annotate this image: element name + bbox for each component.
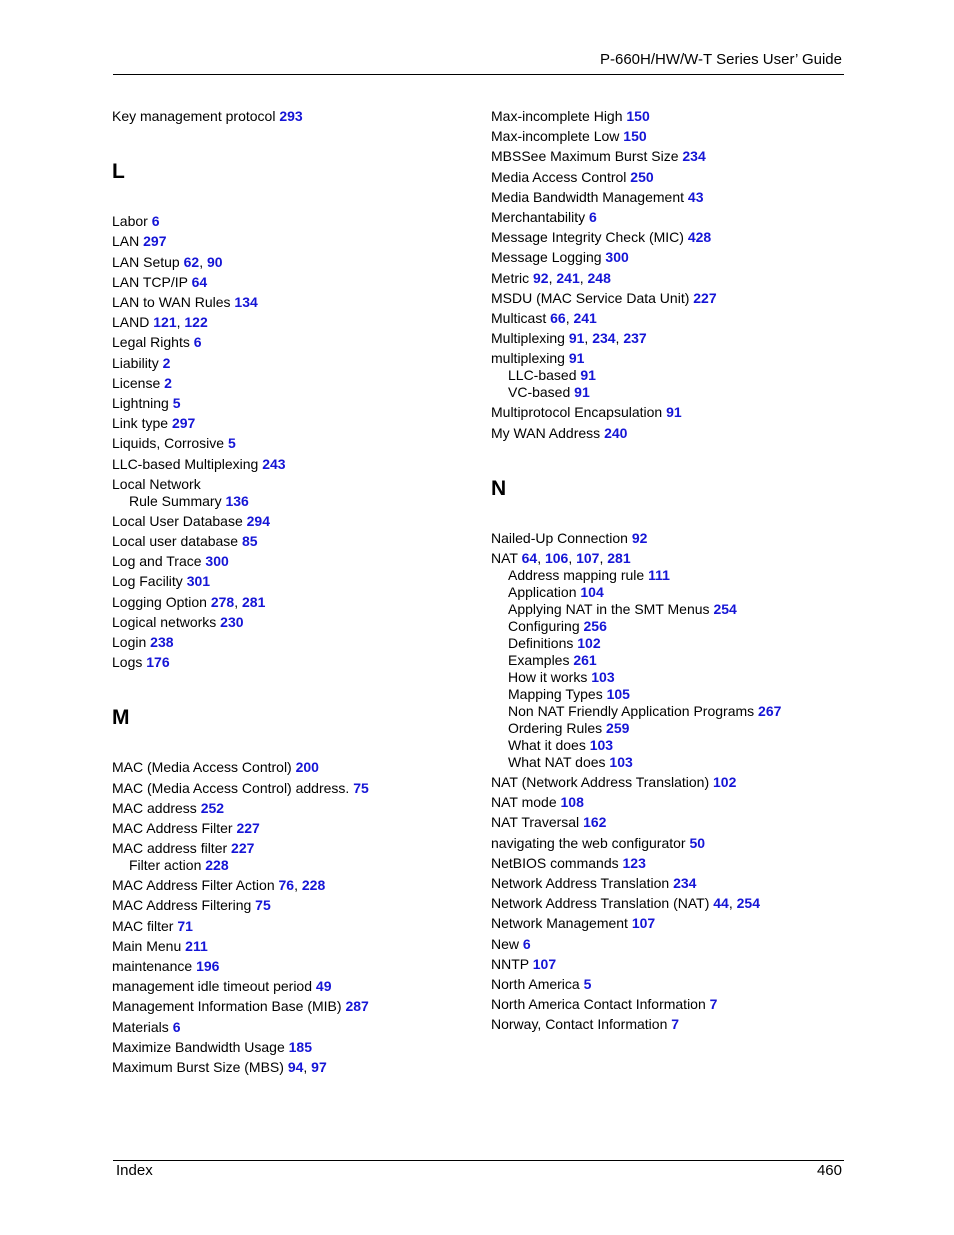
page-link[interactable]: 234 xyxy=(682,148,706,165)
page-link[interactable]: 227 xyxy=(236,820,260,836)
index-entry xyxy=(112,415,195,432)
page-link[interactable]: 107 xyxy=(576,550,600,566)
index-entry xyxy=(112,375,172,392)
entry-term: Materials xyxy=(112,1018,169,1035)
entry-term: Log and Trace xyxy=(112,553,202,570)
index-entry: NAT 64, 106, 107, 281 xyxy=(491,550,631,566)
index-entry xyxy=(112,820,260,837)
index-entry xyxy=(491,249,629,266)
page-link[interactable]: 6 xyxy=(589,209,597,225)
entry-term: License xyxy=(112,374,161,391)
page-link[interactable]: 102 xyxy=(577,635,601,651)
index-entry xyxy=(491,169,654,186)
entry-term: Liability xyxy=(112,354,159,371)
index-subentry xyxy=(508,652,597,669)
index-entry xyxy=(112,274,207,291)
entry-term: Max-incomplete High xyxy=(491,108,623,124)
entry-term: LAN to WAN Rules xyxy=(112,294,231,310)
entry-term: North America Contact Information xyxy=(491,996,706,1013)
entry-term: Labor xyxy=(112,213,148,230)
page-link[interactable]: 105 xyxy=(606,686,630,702)
index-subentry xyxy=(508,720,629,737)
entry-term: navigating the web configurator xyxy=(491,834,686,851)
page-link[interactable]: 92 xyxy=(631,529,648,546)
page-link[interactable]: 94 xyxy=(287,1059,304,1075)
entry-term: Local User Database xyxy=(112,512,243,529)
page-link[interactable]: 150 xyxy=(626,108,650,124)
page-link[interactable]: 103 xyxy=(609,754,633,770)
page-link[interactable]: 76 xyxy=(278,877,295,894)
entry-term: Applying NAT in the SMT Menus xyxy=(508,601,710,617)
index-entry xyxy=(112,998,369,1015)
index-subentry xyxy=(129,857,229,874)
page-link[interactable]: 44 xyxy=(713,895,729,912)
index-entry xyxy=(491,936,531,953)
page-link[interactable]: 64 xyxy=(521,550,538,566)
index-entry xyxy=(491,976,591,993)
section-letter-l: L xyxy=(112,160,125,184)
page-link[interactable]: 256 xyxy=(583,618,607,634)
index-entry xyxy=(491,209,597,226)
index-entry xyxy=(491,915,655,932)
entry-term: MSDU (MAC Service Data Unit) xyxy=(491,289,690,306)
index-entry xyxy=(491,530,647,547)
page-link[interactable]: 103 xyxy=(591,669,615,685)
document-title: P-660H/HW/W-T Series User’ Guide xyxy=(599,51,842,68)
entry-term: LAND xyxy=(112,314,150,331)
index-subentry xyxy=(508,686,630,703)
entry-term: Address mapping rule xyxy=(508,567,645,583)
entry-term: MAC (Media Access Control) xyxy=(112,759,292,776)
page-link[interactable]: 259 xyxy=(606,720,630,736)
index-entry xyxy=(491,855,646,872)
entry-term: LLC-based xyxy=(508,367,577,384)
entry-term: Legal Rights xyxy=(112,334,190,351)
page-link[interactable]: 278 xyxy=(210,593,235,610)
page-link[interactable]: 91 xyxy=(666,404,682,421)
page-link[interactable]: 196 xyxy=(196,958,220,974)
index-entry xyxy=(491,774,736,791)
section-letter-m: M xyxy=(112,706,130,730)
page-link[interactable]: 103 xyxy=(589,737,614,753)
entry-term: Rule Summary xyxy=(129,492,222,509)
index-entry xyxy=(491,875,696,892)
entry-term: Network Address Translation (NAT) xyxy=(491,895,710,912)
index-entry: Multiplexing 91, 234, 237 xyxy=(491,330,647,347)
page-link[interactable]: 91 xyxy=(574,384,590,401)
entry-term: Network Address Translation xyxy=(491,875,670,891)
index-subentry xyxy=(508,635,601,652)
index-entry: Maximum Burst Size (MBS) 94, 97 xyxy=(112,1059,327,1075)
page-link[interactable]: 252 xyxy=(200,799,225,816)
entry-term: NAT Traversal xyxy=(491,814,580,831)
page-link[interactable]: 85 xyxy=(241,533,258,549)
entry-term: MAC (Media Access Control) address. xyxy=(112,779,350,796)
entry-term: Message Logging xyxy=(491,249,602,266)
index-entry: LAN Setup 62, 90 xyxy=(112,253,223,270)
index-entry xyxy=(112,938,208,955)
entry-term: Maximize Bandwidth Usage xyxy=(112,1038,285,1055)
entry-term: Liquids, Corrosive xyxy=(112,435,225,452)
entry-term: MAC address xyxy=(112,799,197,816)
page-link[interactable]: 134 xyxy=(234,294,258,310)
page-link[interactable]: 185 xyxy=(288,1038,312,1055)
page-link[interactable]: 75 xyxy=(353,779,369,796)
index-entry xyxy=(491,189,703,206)
entry-term: Local Network xyxy=(112,475,201,492)
entry-term: NAT (Network Address Translation) xyxy=(491,774,710,790)
page-link[interactable]: 227 xyxy=(693,289,717,306)
entry-term: Multicast xyxy=(491,310,547,326)
page-link[interactable]: 104 xyxy=(580,584,604,600)
page-link[interactable]: 106 xyxy=(544,550,569,566)
index-entry xyxy=(112,897,271,914)
page-link[interactable]: 228 xyxy=(205,857,229,874)
entry-term: Mapping Types xyxy=(508,686,603,702)
page-link[interactable]: 121 xyxy=(153,314,177,331)
index-subentry xyxy=(508,669,615,686)
entry-term: Main Menu xyxy=(112,937,182,954)
page-link[interactable]: 6 xyxy=(151,213,160,230)
page-link[interactable]: 281 xyxy=(607,550,631,566)
index-entry xyxy=(491,148,706,165)
page-link[interactable]: 5 xyxy=(583,976,592,992)
page-link[interactable]: 136 xyxy=(225,492,249,509)
index-subentry xyxy=(508,567,670,584)
page-link[interactable]: 62 xyxy=(183,253,200,270)
index-entry xyxy=(491,425,627,442)
entry-term: Log Facility xyxy=(112,573,183,590)
page-link[interactable]: 75 xyxy=(255,897,271,914)
index-entry xyxy=(112,233,166,250)
index-subentry xyxy=(508,384,590,401)
entry-term: MAC address filter xyxy=(112,840,228,857)
page-link[interactable]: 300 xyxy=(605,249,629,266)
entry-term: LLC-based Multiplexing xyxy=(112,455,259,472)
entry-term: What NAT does xyxy=(508,754,606,770)
page-link[interactable]: 176 xyxy=(146,654,170,671)
index-entry xyxy=(112,614,244,631)
index-entry xyxy=(112,840,254,857)
entry-term: My WAN Address xyxy=(491,424,601,441)
page-link[interactable]: 281 xyxy=(242,593,266,610)
index-entry xyxy=(112,513,270,530)
page-link[interactable]: 6 xyxy=(193,334,202,351)
entry-term: What it does xyxy=(508,737,586,753)
entry-term: MAC filter xyxy=(112,917,174,934)
page-link[interactable]: 228 xyxy=(301,877,326,894)
entry-term: Message Integrity Check (MIC) xyxy=(491,229,684,246)
index-entry xyxy=(112,780,369,797)
index-entry xyxy=(112,213,160,230)
page-link[interactable]: 227 xyxy=(231,840,255,857)
page-link[interactable]: 6 xyxy=(172,1018,181,1035)
page-link[interactable]: 92 xyxy=(533,269,549,286)
page-link[interactable]: 254 xyxy=(713,601,737,617)
index-entry xyxy=(491,814,606,831)
index-entry xyxy=(112,294,258,311)
page-link[interactable]: 2 xyxy=(162,354,171,371)
section-letter-n: N xyxy=(491,476,507,500)
entry-term: Examples xyxy=(508,652,570,668)
index-entry xyxy=(112,800,224,817)
page-link[interactable]: 254 xyxy=(736,895,760,912)
entry-term: VC-based xyxy=(508,384,571,401)
entry-term: Logical networks xyxy=(112,613,217,630)
index-entry xyxy=(491,956,556,973)
entry-term: multiplexing xyxy=(491,350,565,367)
entry-term: management idle timeout period xyxy=(112,978,313,995)
entry-term: maintenance xyxy=(112,958,193,974)
entry-term: Multiplexing xyxy=(491,330,565,347)
index-entry xyxy=(112,1019,180,1036)
page-link[interactable]: 64 xyxy=(191,273,208,290)
page-link[interactable]: 267 xyxy=(758,703,782,719)
page-link[interactable]: 261 xyxy=(573,652,597,668)
entry-term: NAT xyxy=(491,550,518,566)
page-link[interactable]: 107 xyxy=(532,955,557,972)
entry-term: Lightning xyxy=(112,395,169,411)
entry-term: Multiprotocol Encapsulation xyxy=(491,404,663,421)
page-link[interactable]: 240 xyxy=(604,424,628,441)
entry-term: Management Information Base (MIB) xyxy=(112,998,342,1015)
index-entry xyxy=(112,573,210,590)
page-link[interactable]: 237 xyxy=(623,330,647,347)
page-link[interactable]: 7 xyxy=(671,1016,680,1033)
entry-term: NetBIOS commands xyxy=(491,854,619,871)
entry-term: Metric xyxy=(491,269,530,286)
page-link[interactable]: 287 xyxy=(345,998,369,1015)
page-link[interactable]: 111 xyxy=(648,567,670,583)
page-link[interactable]: 248 xyxy=(587,269,611,286)
index-subentry xyxy=(508,601,737,618)
index-entry xyxy=(112,355,170,372)
index-entry xyxy=(491,108,650,125)
page-link[interactable]: 91 xyxy=(568,350,585,367)
entry-term: Filter action xyxy=(129,857,202,874)
page-link[interactable]: 102 xyxy=(713,774,737,790)
page-link[interactable]: 241 xyxy=(556,269,580,286)
index-entry xyxy=(112,978,331,995)
page-link[interactable]: 5 xyxy=(227,435,236,452)
entry-term: Login xyxy=(112,634,147,650)
index-entry xyxy=(491,1016,679,1033)
page-link[interactable]: 211 xyxy=(185,937,208,954)
page-link[interactable]: 122 xyxy=(184,314,208,331)
index-entry xyxy=(112,334,202,351)
index-entry: Metric 92, 241, 248 xyxy=(491,269,611,286)
index-entry xyxy=(112,435,236,452)
index-subentry xyxy=(508,737,613,754)
entry-term: MBSSee Maximum Burst Size xyxy=(491,148,679,165)
index-subentry xyxy=(508,703,781,720)
header-rule xyxy=(113,74,844,75)
entry-term: LAN Setup xyxy=(112,253,180,270)
page-link[interactable]: 91 xyxy=(568,330,585,347)
page-link[interactable]: 123 xyxy=(622,854,646,871)
index-entry xyxy=(112,958,219,975)
page-link[interactable]: 300 xyxy=(205,553,229,570)
index-entry: Logging Option 278, 281 xyxy=(112,593,266,610)
page-link[interactable]: 5 xyxy=(172,395,181,411)
index-entry xyxy=(112,654,170,671)
page-link[interactable]: 66 xyxy=(550,310,566,326)
index-entry xyxy=(491,404,682,421)
index-entry xyxy=(491,996,717,1013)
entry-term: MAC Address Filtering xyxy=(112,897,252,914)
page-link[interactable]: 2 xyxy=(164,374,172,391)
page-link[interactable]: 49 xyxy=(315,978,332,995)
page-link[interactable]: 294 xyxy=(246,512,270,529)
page-link[interactable]: 200 xyxy=(295,759,319,776)
index-entry xyxy=(112,476,201,493)
page-link[interactable]: 50 xyxy=(689,834,706,851)
entry-term: Merchantability xyxy=(491,209,586,225)
index-entry xyxy=(112,395,181,412)
entry-term: North America xyxy=(491,976,580,992)
entry-term: Media Bandwidth Management xyxy=(491,188,685,205)
index-entry: LAND 121, 122 xyxy=(112,314,208,331)
index-entry xyxy=(112,759,319,776)
entry-term: LAN TCP/IP xyxy=(112,273,188,290)
page-link[interactable]: 150 xyxy=(623,128,647,145)
entry-term: Logs xyxy=(112,654,143,671)
page-link[interactable]: 230 xyxy=(220,613,244,630)
page-link[interactable]: 108 xyxy=(560,794,584,811)
page-link[interactable]: 243 xyxy=(262,455,286,472)
index-entry xyxy=(491,835,705,852)
index-subentry xyxy=(508,754,633,771)
page-link[interactable]: 71 xyxy=(177,917,193,934)
page-link[interactable]: 162 xyxy=(583,814,607,831)
page-link[interactable]: 107 xyxy=(631,915,656,932)
entry-term: Logging Option xyxy=(112,593,207,610)
entry-term: LAN xyxy=(112,233,140,250)
index-subentry xyxy=(508,367,596,384)
page-link[interactable]: 301 xyxy=(186,573,211,590)
index-subentry xyxy=(508,584,604,601)
entry-term: Configuring xyxy=(508,618,580,634)
entry-term: Key management protocol xyxy=(112,108,276,124)
entry-term: Local user database xyxy=(112,533,239,549)
entry-term: Network Management xyxy=(491,915,628,932)
index-entry: MAC Address Filter Action 76, 228 xyxy=(112,877,326,894)
index-entry xyxy=(491,229,711,246)
page-link[interactable]: 234 xyxy=(673,875,697,891)
entry-term: How it works xyxy=(508,669,588,685)
index-entry xyxy=(491,128,647,145)
index-entry xyxy=(491,350,584,367)
index-entry xyxy=(491,794,584,811)
page-link[interactable]: 250 xyxy=(630,168,654,185)
entry-term: Nailed-Up Connection xyxy=(491,529,628,546)
index-entry: Network Address Translation (NAT) 44, 254 xyxy=(491,895,760,912)
entry-term: Non NAT Friendly Application Programs xyxy=(508,703,755,719)
footer-rule xyxy=(113,1160,844,1161)
page-link[interactable]: 43 xyxy=(687,188,704,205)
entry-term: NNTP xyxy=(491,955,529,972)
index-entry xyxy=(491,290,717,307)
page-link[interactable]: 238 xyxy=(150,634,174,650)
entry-term: New xyxy=(491,935,520,952)
page-link[interactable]: 7 xyxy=(709,996,718,1013)
entry-term: Link type xyxy=(112,415,169,432)
page-link[interactable]: 97 xyxy=(311,1059,327,1075)
index-entry xyxy=(112,918,193,935)
page-link[interactable]: 6 xyxy=(522,935,531,952)
entry-term: Max-incomplete Low xyxy=(491,128,620,145)
page-number: 460 xyxy=(816,1162,842,1179)
index-entry xyxy=(112,108,303,125)
entry-term: Maximum Burst Size (MBS) xyxy=(112,1059,284,1075)
index-subentry xyxy=(508,618,607,635)
index-entry xyxy=(112,634,174,651)
footer-section: Index xyxy=(116,1162,153,1179)
page-link[interactable]: 293 xyxy=(279,108,303,124)
index-entry xyxy=(112,553,229,570)
index-entry: Multicast 66, 241 xyxy=(491,310,597,326)
page-link[interactable]: 241 xyxy=(573,310,597,326)
entry-term: Media Access Control xyxy=(491,168,627,185)
page-link[interactable]: 297 xyxy=(171,415,196,432)
entry-term: Norway, Contact Information xyxy=(491,1016,668,1033)
entry-term: Application xyxy=(508,584,577,600)
entry-term: MAC Address Filter xyxy=(112,820,233,836)
index-subentry xyxy=(129,493,249,510)
page-link[interactable]: 91 xyxy=(580,367,596,384)
page-link[interactable]: 90 xyxy=(206,253,223,270)
entry-term: MAC Address Filter Action xyxy=(112,877,275,894)
page-link[interactable]: 297 xyxy=(143,233,167,250)
entry-term: NAT mode xyxy=(491,794,557,811)
entry-term: Ordering Rules xyxy=(508,720,603,736)
index-entry xyxy=(112,533,258,550)
page-link[interactable]: 234 xyxy=(592,330,616,347)
index-entry xyxy=(112,456,286,473)
index-entry xyxy=(112,1039,312,1056)
page-link[interactable]: 428 xyxy=(687,229,712,246)
entry-term: Definitions xyxy=(508,635,574,651)
